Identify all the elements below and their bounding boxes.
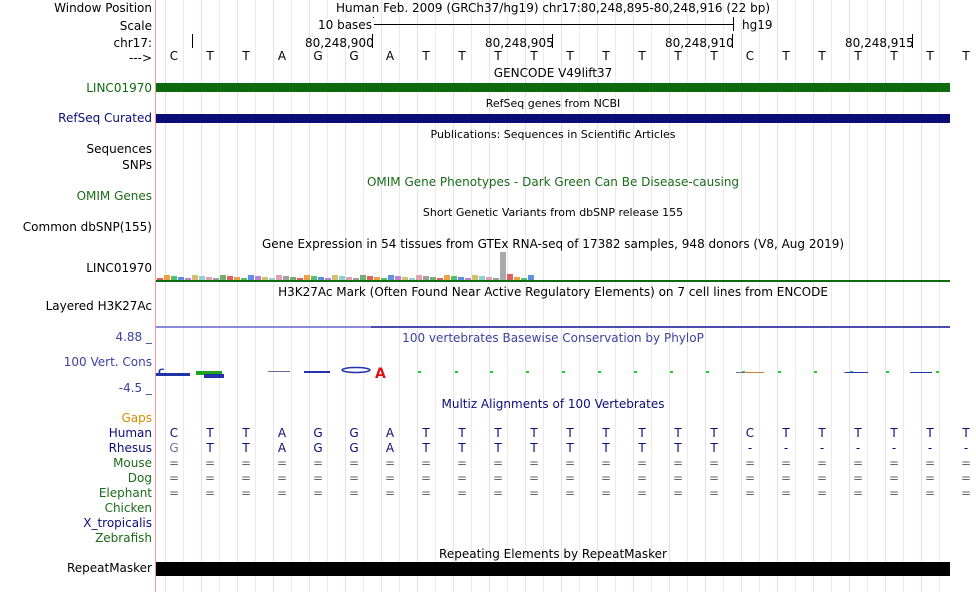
alignment-base: T [242, 426, 250, 440]
alignment-base: = [420, 486, 432, 500]
alignment-base: = [348, 456, 360, 470]
alignment-base: A [385, 426, 395, 440]
position-label: 80,248,905 [485, 36, 554, 50]
alignment-base: = [672, 456, 684, 470]
refseq-gene-feature[interactable] [156, 114, 950, 123]
alignment-base: T [494, 426, 502, 440]
alignment-base: = [420, 456, 432, 470]
gtex-tissue-bar[interactable] [500, 252, 506, 280]
alignment-base: = [564, 471, 576, 485]
alignment-base: = [528, 486, 540, 500]
alignment-base: = [492, 471, 504, 485]
alignment-base: = [528, 456, 540, 470]
repeatmasker-track-title[interactable]: Repeating Elements by RepeatMasker [439, 547, 667, 561]
alignment-base: - [747, 441, 753, 455]
alignment-base: = [888, 471, 900, 485]
sequence-base: T [242, 49, 250, 63]
alignment-base: = [312, 486, 324, 500]
alignment-base: = [456, 471, 468, 485]
alignment-base: = [384, 486, 396, 500]
scale-text: 10 bases [318, 18, 372, 32]
sequence-base: T [638, 49, 646, 63]
alignment-base: = [204, 456, 216, 470]
sequence-base: T [494, 49, 502, 63]
alignment-base: T [638, 426, 646, 440]
alignment-base: = [240, 486, 252, 500]
sequence-base: T [206, 49, 214, 63]
alignment-base: - [963, 441, 969, 455]
phylop-min-label: -4.5 _ [118, 381, 152, 395]
gtex-gene-line [156, 280, 950, 282]
sequence-base: T [818, 49, 826, 63]
alignment-base: = [168, 456, 180, 470]
alignment-base: G [349, 441, 359, 455]
alignment-base: = [924, 456, 936, 470]
alignment-base: = [384, 471, 396, 485]
species-label[interactable]: Elephant [98, 486, 152, 500]
alignment-base: G [313, 426, 323, 440]
alignment-base: = [924, 486, 936, 500]
alignment-base: T [602, 441, 610, 455]
alignment-base: - [891, 441, 897, 455]
sequence-base: T [710, 49, 718, 63]
db-text: hg19 [742, 18, 773, 32]
species-label[interactable]: Dog [127, 471, 152, 485]
alignment-base: = [852, 471, 864, 485]
alignment-base: T [206, 426, 214, 440]
alignment-base: = [492, 486, 504, 500]
alignment-base: = [708, 486, 720, 500]
alignment-base: = [960, 486, 972, 500]
alignment-base: = [636, 456, 648, 470]
alignment-base: T [422, 441, 430, 455]
refseq-track-title[interactable]: RefSeq genes from NCBI [485, 97, 621, 110]
sequence-base: T [566, 49, 574, 63]
strand-label[interactable]: ---> [128, 51, 152, 65]
alignment-base: T [566, 441, 574, 455]
gencode-gene-feature[interactable] [156, 83, 950, 92]
sequence-base: T [422, 49, 430, 63]
alignment-base: C [745, 426, 755, 440]
alignment-base: = [888, 486, 900, 500]
sequence-base: G [313, 49, 323, 63]
alignment-base: = [204, 471, 216, 485]
alignment-base: = [204, 486, 216, 500]
alignment-base: = [960, 456, 972, 470]
sequence-base: C [169, 49, 179, 63]
alignment-base: T [530, 441, 538, 455]
scale-bar-right-tick [733, 17, 734, 31]
alignment-base: = [708, 456, 720, 470]
dbsnp-track-label[interactable]: Common dbSNP(155) [22, 220, 152, 234]
sequence-base: T [926, 49, 934, 63]
alignment-base: C [169, 426, 179, 440]
alignment-base: = [744, 486, 756, 500]
alignment-base: = [852, 486, 864, 500]
alignment-base: = [456, 456, 468, 470]
alignment-base: = [852, 456, 864, 470]
alignment-base: = [384, 456, 396, 470]
alignment-base: - [927, 441, 933, 455]
gencode-track-label[interactable]: LINC01970 [86, 81, 152, 95]
species-label[interactable]: X_tropicalis [83, 516, 152, 530]
alignment-base: - [819, 441, 825, 455]
alignment-base: = [960, 471, 972, 485]
gaps-track-label[interactable]: Gaps [121, 411, 152, 425]
alignment-base: = [168, 486, 180, 500]
alignment-base: T [782, 426, 790, 440]
alignment-base: T [962, 426, 970, 440]
gencode-track-title[interactable]: GENCODE V49lift37 [493, 66, 613, 80]
alignment-base: T [638, 441, 646, 455]
alignment-base: = [456, 486, 468, 500]
h3k27ac-signal [371, 326, 950, 328]
alignment-base: = [312, 471, 324, 485]
alignment-base: = [528, 471, 540, 485]
species-label[interactable]: Mouse [113, 456, 152, 470]
alignment-base: = [492, 456, 504, 470]
position-label: 80,248,910 [665, 36, 734, 50]
alignment-base: T [494, 441, 502, 455]
alignment-base: G [169, 441, 179, 455]
gtex-track-title[interactable]: Gene Expression in 54 tissues from GTEx RNA-seq of 17382 samples, 948 donors (V8, Aug 2019) [261, 237, 845, 251]
species-label[interactable]: Human [108, 426, 152, 440]
alignment-base: T [602, 426, 610, 440]
phylop-max-label: 4.88 _ [115, 330, 152, 344]
species-label[interactable]: Zebrafish [95, 531, 152, 545]
scale-label[interactable]: Scale [119, 19, 152, 33]
alignment-base: = [348, 486, 360, 500]
position-label: 80,248,900 [305, 36, 374, 50]
chrom-label[interactable]: chr17: [113, 36, 152, 50]
alignment-base: = [780, 471, 792, 485]
alignment-base: T [854, 426, 862, 440]
alignment-base: T [674, 441, 682, 455]
sequence-base: A [385, 49, 395, 63]
assembly-position-title[interactable]: Human Feb. 2009 (GRCh37/hg19) chr17:80,248,895-80,248,916 (22 bp) [335, 1, 771, 15]
alignment-base: = [744, 456, 756, 470]
alignment-base: = [816, 486, 828, 500]
alignment-base: = [312, 456, 324, 470]
alignment-base: = [780, 456, 792, 470]
alignment-base: G [349, 426, 359, 440]
alignment-base: T [710, 426, 718, 440]
repeatmasker-track-label[interactable]: RepeatMasker [66, 561, 152, 575]
phylop-track-label[interactable]: 100 Vert. Cons [63, 355, 152, 369]
alignment-base: - [855, 441, 861, 455]
h3k27ac-track-title[interactable]: H3K27Ac Mark (Often Found Near Active Regulatory Elements) on 7 cell lines from ENCODE [278, 285, 828, 299]
alignment-base: A [277, 441, 287, 455]
alignment-base: = [564, 456, 576, 470]
omim-track-title[interactable]: OMIM Gene Phenotypes - Dark Green Can Be Disease-causing [366, 175, 740, 189]
alignment-base: = [276, 456, 288, 470]
svg-text:A: A [375, 366, 386, 382]
alignment-base: = [924, 471, 936, 485]
alignment-base: = [564, 486, 576, 500]
alignment-base: T [422, 426, 430, 440]
alignment-base: = [600, 486, 612, 500]
sequence-base: T [602, 49, 610, 63]
alignment-base: T [890, 426, 898, 440]
alignment-base: = [816, 471, 828, 485]
refseq-track-label[interactable]: RefSeq Curated [58, 111, 152, 125]
position-label: 80,248,915 [845, 36, 914, 50]
alignment-base: A [385, 441, 395, 455]
sequences-track-label[interactable]: Sequences [86, 142, 152, 156]
alignment-base: A [277, 426, 287, 440]
alignment-base: = [348, 471, 360, 485]
repeatmasker-feature[interactable] [156, 562, 950, 576]
alignment-base: T [818, 426, 826, 440]
alignment-base: = [276, 486, 288, 500]
omim-track-label[interactable]: OMIM Genes [76, 189, 152, 203]
alignment-base: T [926, 426, 934, 440]
phylop-conservation-plot[interactable] [156, 362, 950, 382]
phylop-track-title[interactable]: 100 vertebrates Basewise Conservation by PhyloP [402, 331, 704, 345]
alignment-base: T [206, 441, 214, 455]
sequence-base: G [349, 49, 359, 63]
alignment-base: = [744, 471, 756, 485]
sequence-base: T [674, 49, 682, 63]
alignment-base: = [636, 486, 648, 500]
alignment-base: - [783, 441, 789, 455]
snps-track-label[interactable]: SNPs [122, 158, 152, 172]
alignment-base: T [674, 426, 682, 440]
alignment-base: = [600, 456, 612, 470]
sequence-base: T [530, 49, 538, 63]
h3k27ac-track-label[interactable]: Layered H3K27Ac [45, 299, 152, 313]
species-label[interactable]: Rhesus [108, 441, 152, 455]
species-label[interactable]: Chicken [104, 501, 152, 515]
alignment-base: T [458, 426, 466, 440]
scale-bar [373, 24, 733, 25]
alignment-base: = [276, 471, 288, 485]
alignment-base: = [888, 456, 900, 470]
alignment-base: T [710, 441, 718, 455]
alignment-base: = [600, 471, 612, 485]
h3k27ac-signal [156, 326, 371, 328]
alignment-base: = [780, 486, 792, 500]
alignment-base: = [240, 471, 252, 485]
sequence-base: T [962, 49, 970, 63]
sequence-base: T [854, 49, 862, 63]
alignment-base: T [242, 441, 250, 455]
position-tick [192, 34, 193, 48]
sequence-base: A [277, 49, 287, 63]
alignment-base: = [672, 471, 684, 485]
gtex-track-label[interactable]: LINC01970 [86, 261, 152, 275]
sequence-base: T [890, 49, 898, 63]
sequence-base: T [458, 49, 466, 63]
alignment-base: = [420, 471, 432, 485]
sequence-base: C [745, 49, 755, 63]
alignment-base: = [636, 471, 648, 485]
sequence-base: T [782, 49, 790, 63]
alignment-base: G [313, 441, 323, 455]
alignment-base: T [566, 426, 574, 440]
alignment-base: = [816, 456, 828, 470]
alignment-base: = [168, 471, 180, 485]
multiz-track-title[interactable]: Multiz Alignments of 100 Vertebrates [441, 397, 665, 411]
window-position-label[interactable]: Window Position [54, 1, 152, 15]
alignment-base: = [240, 456, 252, 470]
alignment-base: T [530, 426, 538, 440]
dbsnp-track-title[interactable]: Short Genetic Variants from dbSNP release 155 [422, 206, 684, 219]
alignment-base: T [458, 441, 466, 455]
publications-track-title[interactable]: Publications: Sequences in Scientific Articles [430, 128, 676, 141]
alignment-base: = [672, 486, 684, 500]
alignment-base: = [708, 471, 720, 485]
